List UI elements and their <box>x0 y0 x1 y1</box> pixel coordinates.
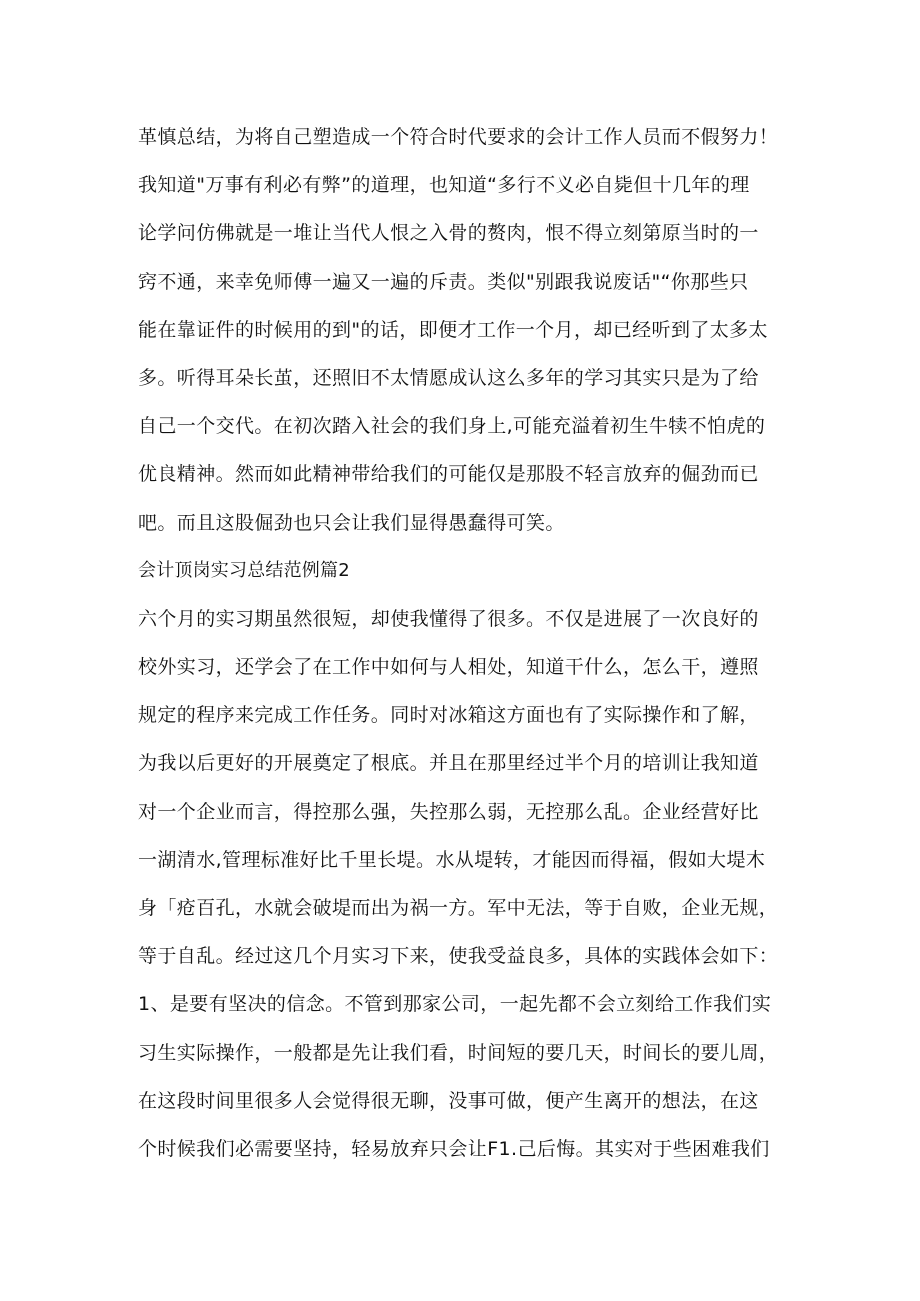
text-line: 1、是要有坚决的信念。不管到那家公司，一起先都不会立刻给工作我们实 <box>138 993 772 1016</box>
text-line: 吧。而且这股倔劲也只会让我们显得愚蠢得可笑。 <box>138 511 565 534</box>
text-line: 一湖清水,管理标准好比千里长堤。水从堤转，才能因而得福，假如大堤木 <box>138 848 766 871</box>
text-line: 论学问仿佛就是一堆让当代人恨之入骨的赘肉，恨不得立刻第原当时的一 <box>138 222 759 245</box>
text-line: 为我以后更好的开展奠定了根底。并且在那里经过半个月的培训让我知道 <box>138 752 759 775</box>
text-line: 能在靠证件的时候用的到"的话，即便才工作一个月，却已经听到了太多太 <box>138 318 768 341</box>
text-line: 多。听得耳朵长茧，还照旧不太情愿成认这么多年的学习其实只是为了给 <box>138 366 759 389</box>
text-line: 六个月的实习期虽然很短，却使我懂得了很多。不仅是进展了一次良好的 <box>138 607 759 630</box>
text-line: 革慎总结，为将自己塑造成一个符合时代要求的会计工作人员而不假努力！ <box>138 126 779 148</box>
text-line: 在这段时间里很多人会觉得很无聊，没事可做，便产生离开的想法，在这 <box>138 1089 759 1112</box>
document-body <box>138 113 798 1173</box>
text-line: 习生实际操作，一般都是先让我们看，时间短的要几天，时间长的要儿周， <box>138 1041 779 1064</box>
text-line: 等于自乱。经过这几个月实习下来，使我受益良多，具体的实践体会如下： <box>138 945 779 968</box>
section-heading: 会计顶岗实习总结范例篇2 <box>138 559 350 581</box>
text-line: 校外实习，还学会了在工作中如何与人相处，知道干什么，怎么干，遵照 <box>138 656 759 679</box>
text-line: 对一个企业而言，得控那么强，失控那么弱，无控那么乱。企业经营好比 <box>138 800 759 823</box>
text-line: 我知道"万事有利必有弊”的道理，也知道“多行不义必自毙但十几年的理 <box>138 174 750 197</box>
text-line: 规定的程序来完成工作任务。同时对冰箱这方面也有了实际操作和了解， <box>138 704 759 727</box>
text-line: 自己一个交代。在初次踏入社会的我们身上,可能充溢着初生牛犊不怕虎的 <box>138 415 766 438</box>
text-line: 窍不通，来幸免师傅一遍又一遍的斥责。类似"别跟我说废话"“你那些只 <box>138 270 749 293</box>
text-line: 身「疮百孔，水就会破堤而出为祸一方。军中无法，等于自败，企业无规， <box>138 897 779 919</box>
text-line: 个时候我们必需要坚持，轻易放弃只会让F1.己后悔。其实对于些困难我们 <box>138 1137 770 1160</box>
text-line: 优良精神。然而如此精神带给我们的可能仅是那股不轻言放弃的倔劲而已 <box>138 463 759 486</box>
